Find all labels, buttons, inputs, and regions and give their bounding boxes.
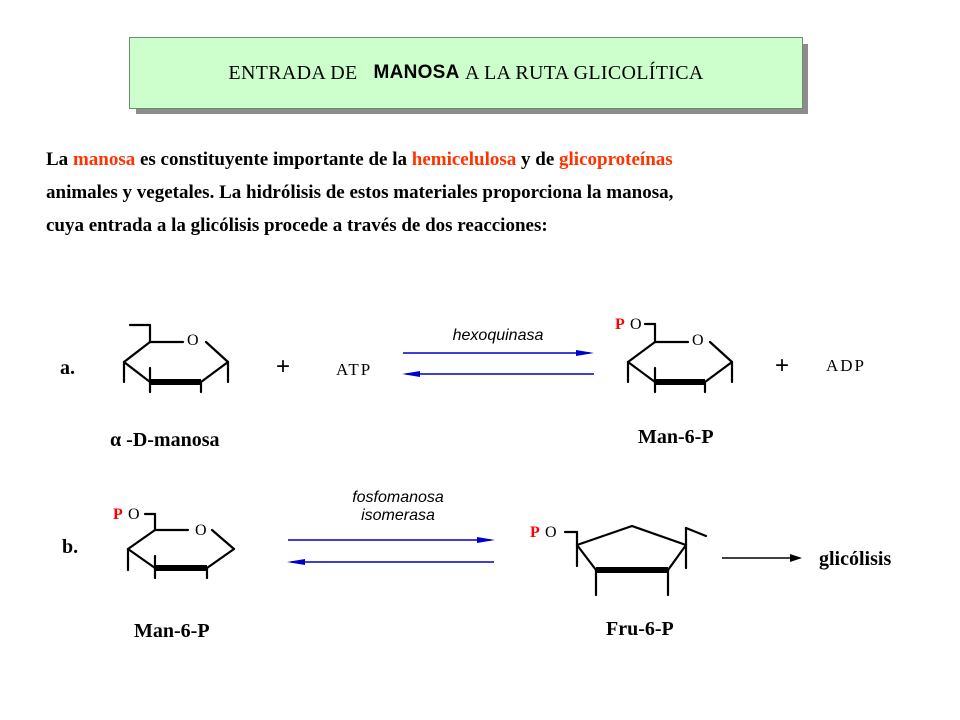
enzyme-line-2: isomerasa [361, 507, 435, 525]
fru6p-ring-structure [565, 526, 706, 595]
intro-highlight-term: hemicelulosa [411, 149, 517, 170]
fru6p-phosphate: P [530, 524, 540, 541]
man6p-a-phosphate: P [615, 316, 625, 333]
man6p-substrate-label-b: Man-6-P [134, 620, 210, 642]
man6p-b-ring-oxygen: O [195, 522, 207, 539]
enzyme-line-1: fosfomanosa [352, 489, 444, 506]
reaction-a-arrows [402, 350, 594, 377]
man6p-product-label-a: Man-6-P [638, 426, 714, 448]
intro-highlight-term: glicoproteínas [559, 149, 673, 170]
fru6p-phosphate-oxygen: O [545, 524, 557, 541]
man6p-b-phosphate: P [113, 506, 123, 523]
fru6p-product-label: Fru-6-P [606, 618, 674, 640]
intro-line-2: animales y vegetales. La hidrólisis de estos materiales proporciona la manosa, [46, 182, 674, 204]
hexoquinasa-enzyme: hexoquinasa [452, 327, 544, 344]
title-suffix: A LA RUTA GLICOLÍTICA [465, 61, 704, 84]
plus-sign-a1: + [276, 353, 291, 380]
atp-label: ATP [336, 360, 373, 379]
intro-line-3: cuya entrada a la glicólisis procede a través de dos reacciones: [46, 215, 548, 237]
adp-label: ADP [826, 356, 867, 375]
manosa-ring-oxygen: O [187, 332, 199, 349]
title-prefix: ENTRADA DE [228, 61, 358, 84]
fosfomanosa-isomerasa-enzyme [318, 489, 478, 526]
man6p-a-phosphate-oxygen: O [630, 316, 642, 333]
reaction-b-label: b. [62, 536, 79, 558]
man6p-a-ring-oxygen: O [692, 332, 704, 349]
reaction-a-label: a. [60, 357, 75, 379]
plus-sign-a2: + [775, 352, 790, 379]
intro-text-segment: y de [516, 149, 560, 170]
intro-text-segment: es constituyente importante de la [135, 149, 412, 170]
alpha-d-manosa-label: α -D-manosa [110, 429, 220, 451]
glicolisis-label: glicólisis [819, 548, 892, 570]
man6p-b-phosphate-oxygen: O [128, 506, 140, 523]
intro-highlight-term: manosa [72, 149, 136, 170]
intro-text-segment: La [46, 149, 73, 170]
glycolysis-arrow [722, 554, 802, 562]
title-highlight: MANOSA [373, 62, 460, 83]
reaction-b-arrows [287, 537, 495, 565]
